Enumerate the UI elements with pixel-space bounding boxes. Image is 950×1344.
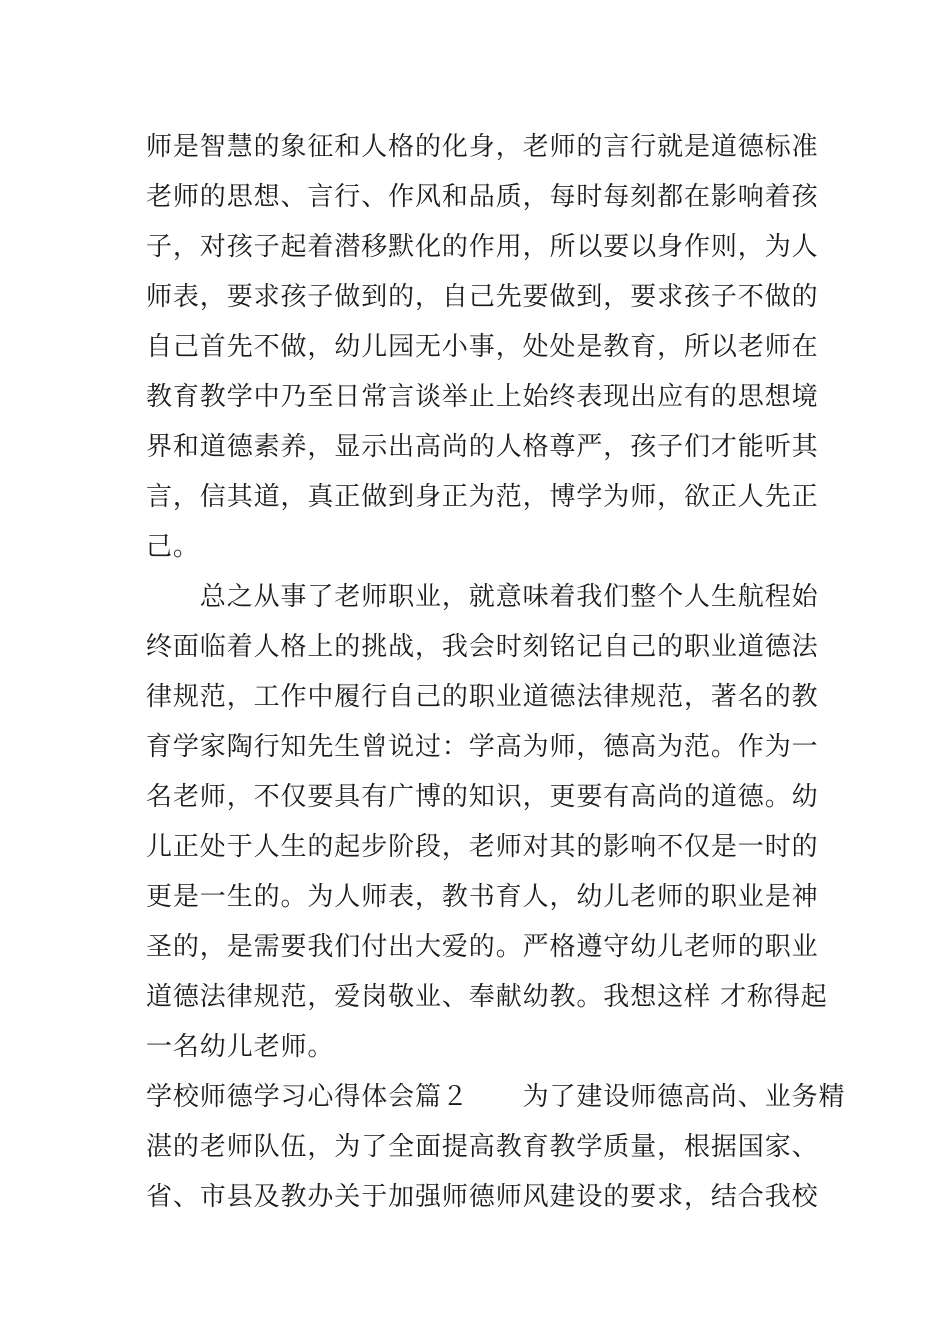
text-line: 己。 [146,532,200,562]
text-line: 界和道德素养，显示出高尚的人格尊严，孩子们才能听其 [146,432,819,462]
text-line: 总之从事了老师职业，就意味着我们整个人生航程始 [146,582,819,612]
text-line: 老师的思想、言行、作风和品质，每时每刻都在影响着孩 [146,182,819,212]
text-line: 子，对孩子起着潜移默化的作用，所以要以身作则，为人 [146,232,819,262]
text-line: 省、市县及教办关于加强师德师风建设的要求，结合我校 [146,1182,819,1212]
text-line: 律规范，工作中履行自己的职业道德法律规范，著名的教 [146,682,819,712]
text-line: 自己首先不做，幼儿园无小事，处处是教育，所以老师在 [146,332,819,362]
text-line: 师表，要求孩子做到的，自己先要做到，要求孩子不做的 [146,282,819,312]
text-line: 一名幼儿老师。 [146,1032,335,1062]
text-line: 圣的，是需要我们付出大爱的。严格遵守幼儿老师的职业 [146,932,819,962]
text-line: 名老师，不仅要具有广博的知识，更要有高尚的道德。幼 [146,782,819,812]
text-line: 言，信其道，真正做到身正为范，博学为师，欲正人先正 [146,482,819,512]
text-line: 道德法律规范，爱岗敬业、奉献幼教。我想这样 才称得起 [146,982,828,1012]
text-line: 更是一生的。为人师表，教书育人，幼儿老师的职业是神 [146,882,819,912]
text-line: 儿正处于人生的起步阶段，老师对其的影响不仅是一时的 [146,832,819,862]
text-line: 教育教学中乃至日常言谈举止上始终表现出应有的思想境 [146,382,819,412]
section-heading-line: 学校师德学习心得体会篇２ 为了建设师德高尚、业务精 [146,1082,846,1112]
text-line: 师是智慧的象征和人格的化身，老师的言行就是道德标准 [146,132,819,162]
text-line: 育学家陶行知先生曾说过：学高为师，德高为范。作为一 [146,732,819,762]
text-line: 终面临着人格上的挑战，我会时刻铭记自己的职业道德法 [146,632,819,662]
text-line: 湛的老师队伍，为了全面提高教育教学质量，根据国家、 [146,1132,819,1162]
